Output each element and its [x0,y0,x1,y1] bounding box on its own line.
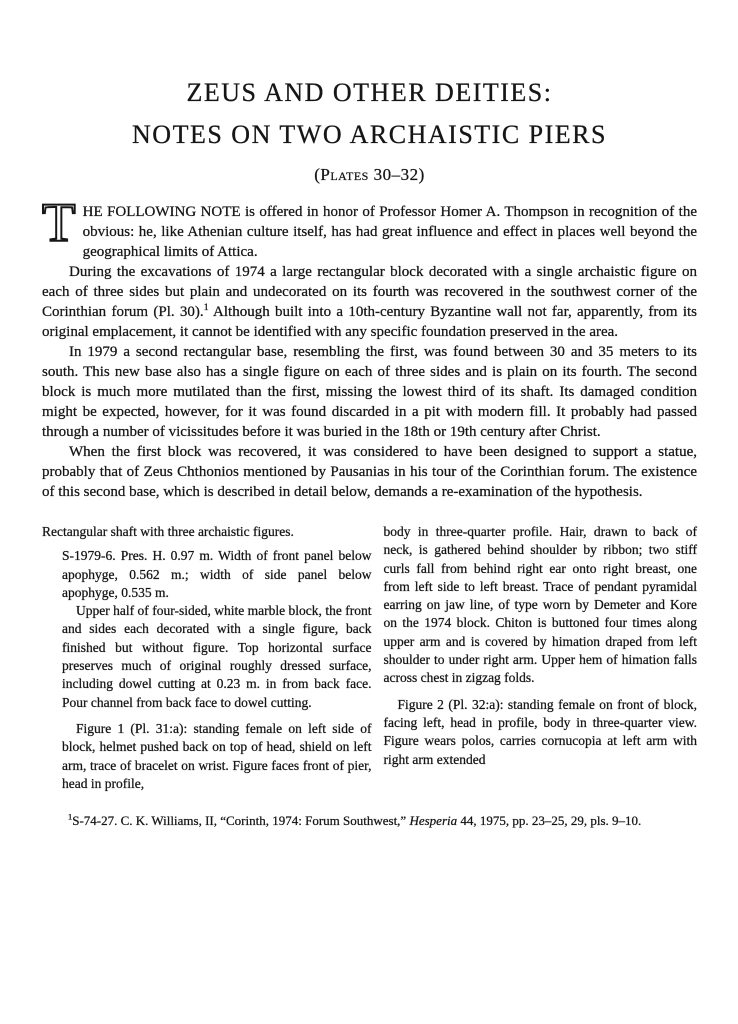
drop-cap-initial: T [42,192,76,253]
intro-paragraph-2-text-b: Although built into a 10th-century Byzantine wall not far, apparently, from its original emplacement, it cannot be identified with any specific foundation preserved in the area. [42,304,697,340]
footnote-1-journal: Hesperia [409,813,458,829]
catalog-column-right [383,523,697,793]
catalog-figure-1: Figure 1 (Pl. 31:a): standing female on left side of block, helmet pushed back on top of head, shield on left arm, trace of bracelet on wrist. Figure faces front of pier, head in profile, [62,720,372,791]
intro-paragraph-3: In 1979 a second rectangular base, resembling the first, was found between 30 and 35 meters to its south. This new base also has a single figure on each of three sides and is plain on its fourth. The second block is much more mutilated than the first, missing the lowest third of its shaft. Its damaged condition might be expected, however, for it was found discarded in a pit with modern fill. It probably had passed through a number of vicissitudes before it was buried in the 18th or 19th century after Christ. [42,344,697,440]
introduction-section [42,192,697,502]
intro-paragraph-1 [42,192,697,262]
catalog-measurements: S-1979-6. Pres. H. 0.97 m. Width of front panel below apophyge, 0.562 m.; width of side panel below apophyge, 0.535 m. [62,548,372,600]
article-title-line-2: NOTES ON TWO ARCHAISTIC PIERS [132,120,607,149]
catalog-description: Upper half of four-sided, white marble block, the front and sides each decorated with a single figure, back finished but without figure. Top horizontal surface preserves much of original roughly dressed surface, including dowel cutting at 0.23 m. in from back face. Pour channel from back face to dowel cutting. [62,603,372,710]
intro-paragraph-2-text-a: During the excavations of 1974 a large rectangular block decorated with a single archaistic figure on each of three sides but plain and undecorated on its fourth was recovered in the southwest corner of the Corinthian forum (Pl. 30). [42,264,697,320]
intro-paragraph-2 [42,262,697,342]
footnote-section [42,812,697,830]
footnote-1-text: S-74-27. C. K. Williams, II, “Corinth, 1974: Forum Southwest,” [72,813,410,829]
intro-paragraph-4: When the first block was recovered, it was considered to have been designed to support a statue, probably that of Zeus Chthonios mentioned by Pausanias in his tour of the Corinthian forum. The existence of this second base, which is described in detail below, demands a re-examination of the hypothesis. [42,444,697,500]
catalog-figure-2: Figure 2 (Pl. 32:a): standing female on front of block, facing left, head in profile, body in three-quarter view. Figure wears polos, carries cornucopia at left arm with right arm extended [383,696,697,767]
article-header [42,72,697,185]
catalog-heading: Rectangular shaft with three archaistic figures. [42,524,294,539]
footnote-1 [42,812,697,830]
catalog-column-left [42,523,371,793]
article-title-line-1: ZEUS AND OTHER DEITIES: [186,78,553,107]
plates-reference: (Plates 30–32) [314,165,425,184]
footnote-reference-1: 1 [203,302,209,313]
intro-paragraph-1-text: HE FOLLOWING NOTE is offered in honor of Professor Homer A. Thompson in recognition of the obvious: he, like Athenian culture itself, has had great influence and effect in places well beyond the geographical limits of Attica. [82,204,697,260]
catalog-figure-1-continuation: body in three-quarter profile. Hair, drawn to back of neck, is gathered behind shoulder by ribbon; two stiff curls fall from behind right ear onto right breast, one from left side to left breast. Trace of pendant pyramidal earring on jaw line, of type worn by Demeter and Kore on the 1974 block. Chiton is buttoned four times along upper arm and is covered by himation draped from left shoulder to under right arm. Upper hem of himation falls across chest in zigzag folds. [383,524,697,686]
footnote-1-marker: 1 [68,811,73,822]
catalog-section [42,523,697,793]
footnote-1-citation: 44, 1975, pp. 23–25, 29, pls. 9–10. [457,813,642,829]
